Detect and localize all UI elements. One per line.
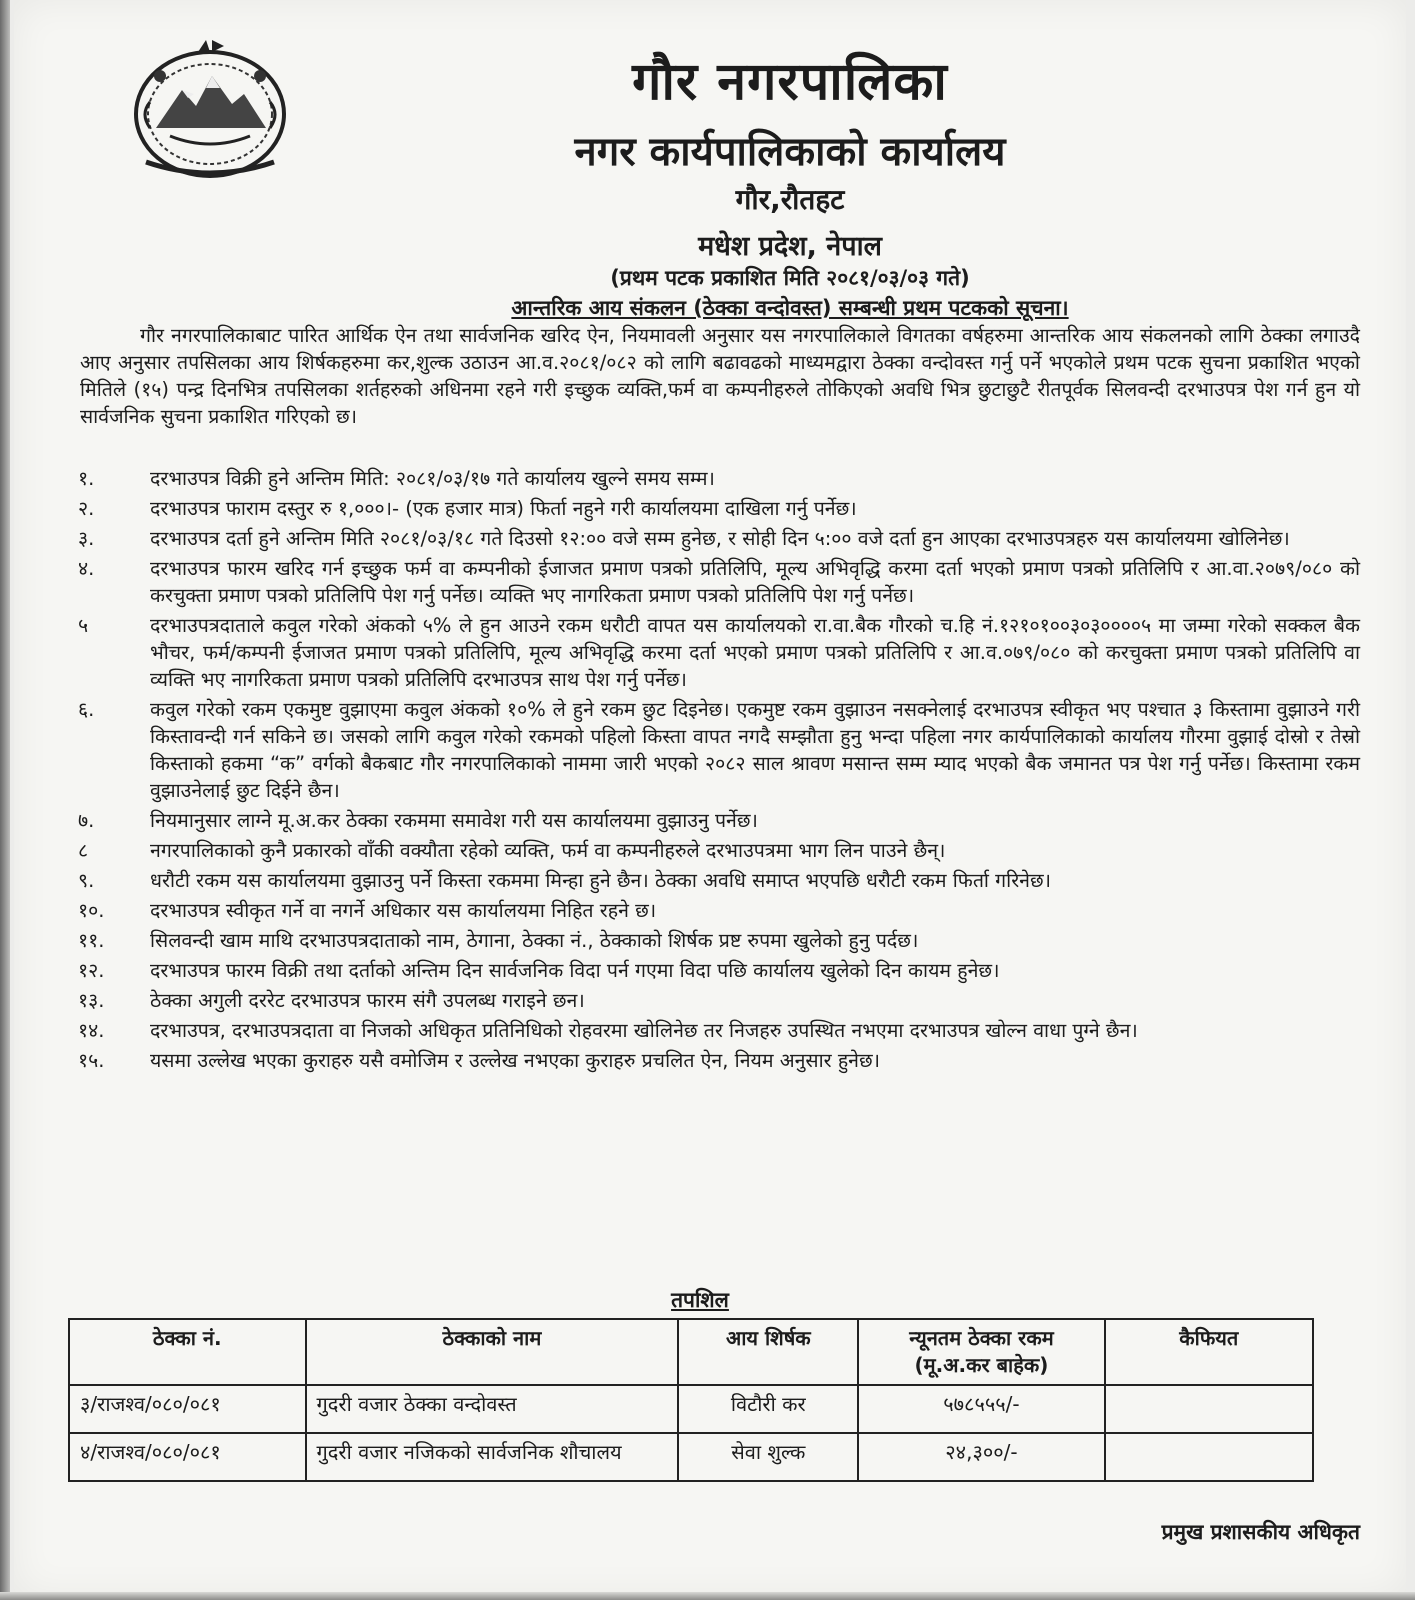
table-cell: ४/राजश्व/०८०/०८१ (69, 1433, 306, 1481)
list-item (70, 696, 1360, 804)
column-header: न्यूनतम ठेक्का रकम (मू.अ.कर बाहेक) (858, 1319, 1104, 1385)
publish-date: (प्रथम पटक प्रकाशित मिति २०८१/०३/०३ गते) (610, 266, 970, 290)
table-cell: सेवा शुल्क (678, 1433, 858, 1481)
table-caption: तपशिल (671, 1288, 729, 1312)
term-number: ५ (78, 614, 89, 637)
office-province: मधेश प्रदेश, नेपाल (698, 231, 882, 262)
list-item (70, 525, 1360, 552)
term-number: २. (78, 497, 95, 520)
table-cell (1105, 1385, 1313, 1433)
term-text: कवुल गरेको रकम एकमुष्ट वुझाएमा कवुल अंकको १०% ले हुने रकम छुट दिइनेछ। एकमुष्ट रकम वुझाउन नसक्नेलाई दरभाउपत्र स्वीकृत भए पश्चात ३ किस्तामा वुझाउने गरी किस्तावन्दी गर्न सकिने छ। जसको लागि कवुल गरेको रकमको पहिलो किस्ता वापत नगदै सम्झौता हुनु भन्दा पहिला नगर कार्यपालिकाको कार्यालय गौरमा वुझाई दोस्रो र तेस्रो किस्ताको हकमा “क” वर्गको बैकबाट गौर नगरपालिकाको नाममा जारी भएको २०८२ साल श्रावण मसान्त सम्म म्याद भएको बैक जमानत पत्र पेश गर्नु पर्नेछ। किस्तामा रकम वुझाउनेलाई छुट दिईने छैन। (150, 698, 1360, 802)
intro-paragraph: गौर नगरपालिकाबाट पारित आर्थिक ऐन तथा सार्वजनिक खरिद ऐन, नियमावली अनुसार यस नगरपालिकाले विगतका वर्षहरुमा आन्तरिक आय संकलनको लागि ठेक्का लगाउदै आए अनुसार तपसिलका आय शिर्षकहरुमा कर,शुल्क उठाउन आ.व.२०८१/०८२ को लागि बढावढको माध्यमद्वारा ठेक्का वन्दोवस्त गर्नु पर्ने भएकोले प्रथम पटक सुचना प्रकाशित भएको मितिले (१५) पन्द्र दिनभित्र तपसिलका शर्तहरुको अधिनमा रहने गरी इच्छुक व्यक्ति,फर्म वा कम्पनीहरुले तोकिएको अवधि भित्र छुटाछुटै रीतपूर्वक सिलवन्दी दरभाउपत्र पेश गर्न हुन यो सार्वजनिक सुचना प्रकाशित गरिएको छ। (80, 324, 1360, 428)
list-item (70, 495, 1360, 522)
term-text: दरभाउपत्र फाराम दस्तुर रु १,०००।- (एक हजार मात्र) फिर्ता नहुने गरी कार्यालयमा दाखिला गर्नु पर्नेछ। (150, 497, 857, 520)
term-text: सिलवन्दी खाम माथि दरभाउपत्रदाताको नाम, ठेगाना, ठेक्का नं., ठेक्काको शिर्षक प्रष्ट रुपमा खुलेको हुनु पर्दछ। (150, 929, 919, 952)
terms-list (70, 465, 1360, 1077)
term-number: १४. (78, 1019, 105, 1042)
table-row (69, 1433, 1313, 1481)
list-item (70, 957, 1360, 984)
contract-table (68, 1318, 1314, 1482)
list-item (70, 612, 1360, 693)
term-text: धरौटी रकम यस कार्यालयमा वुझाउनु पर्ने किस्ता रकममा मिन्हा हुने छैन। ठेक्का अवधि समाप्त भएपछि धरौटी रकम फिर्ता गरिनेछ। (150, 869, 1052, 892)
column-header: आय शिर्षक (678, 1319, 858, 1385)
office-subtitle: नगर कार्यपालिकाको कार्यालय (574, 129, 1006, 175)
list-item (70, 897, 1360, 924)
term-text: नियमानुसार लाग्ने मू.अ.कर ठेक्का रकममा समावेश गरी यस कार्यालयमा वुझाउनु पर्नेछ। (150, 809, 758, 832)
table-cell: ५७८५५५/- (858, 1385, 1104, 1433)
signature-title: प्रमुख प्रशासकीय अधिकृत (1161, 1520, 1360, 1544)
list-item (70, 1047, 1360, 1074)
office-place: गौर,रौतहट (735, 183, 845, 216)
term-number: ११. (78, 929, 105, 952)
term-text: दरभाउपत्र दर्ता हुने अन्तिम मिति २०८१/०३/१८ गते दिउसो १२:०० वजे सम्म हुनेछ, र सोही दिन ५:०० वजे दर्ता हुन आएका दरभाउपत्रहरु यस कार्यालयमा खोलिनेछ। (150, 527, 1290, 550)
column-header: कैफियत (1105, 1319, 1313, 1385)
term-number: १२. (78, 959, 105, 982)
list-item (70, 1017, 1360, 1044)
table-cell: गुदरी वजार नजिकको सार्वजनिक शौचालय (306, 1433, 679, 1481)
term-text: नगरपालिकाको कुनै प्रकारको वाँकी वक्यौता रहेको व्यक्ति, फर्म वा कम्पनीहरुले दरभाउपत्रमा भाग लिन पाउने छैन्। (150, 839, 946, 862)
table-cell (1105, 1433, 1313, 1481)
term-text: दरभाउपत्र फारम खरिद गर्न इच्छुक फर्म वा कम्पनीको ईजाजत प्रमाण पत्रको प्रतिलिपि, मूल्य अभिवृद्धि करमा दर्ता भएको प्रमाण पत्रको प्रतिलिपि र आ.वा.२०७९/०८० को करचुक्ता प्रमाण पत्रको प्रतिलिपि पेश गर्नु पर्नेछ। व्यक्ति भए नागरिकता प्रमाण पत्रको प्रतिलिपि पेश गर्नु पर्नेछ। (150, 557, 1360, 607)
scan-edge-left (0, 0, 10, 1600)
term-text: दरभाउपत्रदाताले कवुल गरेको अंकको ५% ले हुन आउने रकम धरौटी वापत यस कार्यालयको रा.वा.बैक गौरको च.हि नं.१२१०१००३०३००००५ मा जम्मा गरेको सक्कल बैक भौचर, फर्म/कम्पनी ईजाजत प्रमाण पत्रको प्रतिलिपि, मूल्य अभिवृद्धि करमा दर्ता भएको प्रमाण पत्रको प्रतिलिपि र आ.व.०७९/०८० को करचुक्ता प्रमाण पत्रको प्रतिलिपि वा व्यक्ति भए नागरिकता प्रमाण पत्रको प्रतिलिपि दरभाउपत्र साथ पेश गर्नु पर्नेछ। (150, 614, 1360, 691)
table-cell: २४,३००/- (858, 1433, 1104, 1481)
term-text: दरभाउपत्र, दरभाउपत्रदाता वा निजको अधिकृत प्रतिनिधिको रोहवरमा खोलिनेछ तर निजहरु उपस्थित नभएमा दरभाउपत्र खोल्न वाधा पुग्ने छैन। (150, 1019, 1138, 1042)
notice-title: आन्तरिक आय संकलन (ठेक्का वन्दोवस्त) सम्बन्धी प्रथम पटकको सूचना। (511, 296, 1069, 320)
term-number: ६. (78, 698, 95, 721)
list-item (70, 807, 1360, 834)
column-header: ठेक्का नं. (69, 1319, 306, 1385)
list-item (70, 465, 1360, 492)
list-item (70, 555, 1360, 609)
term-number: ४. (78, 557, 95, 580)
term-number: १३. (78, 989, 105, 1012)
term-text: दरभाउपत्र फारम विक्री तथा दर्ताको अन्तिम दिन सार्वजनिक विदा पर्न गएमा विदा पछि कार्यालय खुलेको दिन कायम हुनेछ। (150, 959, 1000, 982)
office-title: गौर नगरपालिका (632, 52, 948, 112)
list-item (70, 927, 1360, 954)
table-cell: गुदरी वजार ठेक्का वन्दोवस्त (306, 1385, 679, 1433)
term-number: १०. (78, 899, 105, 922)
term-number: ७. (78, 809, 95, 832)
term-text: दरभाउपत्र विक्री हुने अन्तिम मिति: २०८१/०३/१७ गते कार्यालय खुल्ने समय सम्म। (150, 467, 715, 490)
list-item (70, 867, 1360, 894)
table-cell: ३/राजश्व/०८०/०८१ (69, 1385, 306, 1433)
list-item (70, 837, 1360, 864)
term-number: १५. (78, 1049, 105, 1072)
term-text: ठेक्का अगुली दररेट दरभाउपत्र फारम संगै उपलब्ध गराइने छन। (150, 989, 585, 1012)
scan-edge-bottom (0, 1592, 1415, 1600)
list-item (70, 987, 1360, 1014)
term-text: यसमा उल्लेख भएका कुराहरु यसै वमोजिम र उल्लेख नभएका कुराहरु प्रचलित ऐन, नियम अनुसार हुनेछ। (150, 1049, 881, 1072)
nepal-government-emblem-icon (120, 32, 300, 192)
table-cell: विटौरी कर (678, 1385, 858, 1433)
term-number: ९. (78, 869, 95, 892)
table-row (69, 1385, 1313, 1433)
term-number: १. (78, 467, 95, 490)
table-header-row (69, 1319, 1313, 1385)
column-header: ठेक्काको नाम (306, 1319, 679, 1385)
term-number: ३. (78, 527, 95, 550)
term-text: दरभाउपत्र स्वीकृत गर्ने वा नगर्ने अधिकार यस कार्यालयमा निहित रहने छ। (150, 899, 657, 922)
term-number: ८ (78, 839, 89, 862)
